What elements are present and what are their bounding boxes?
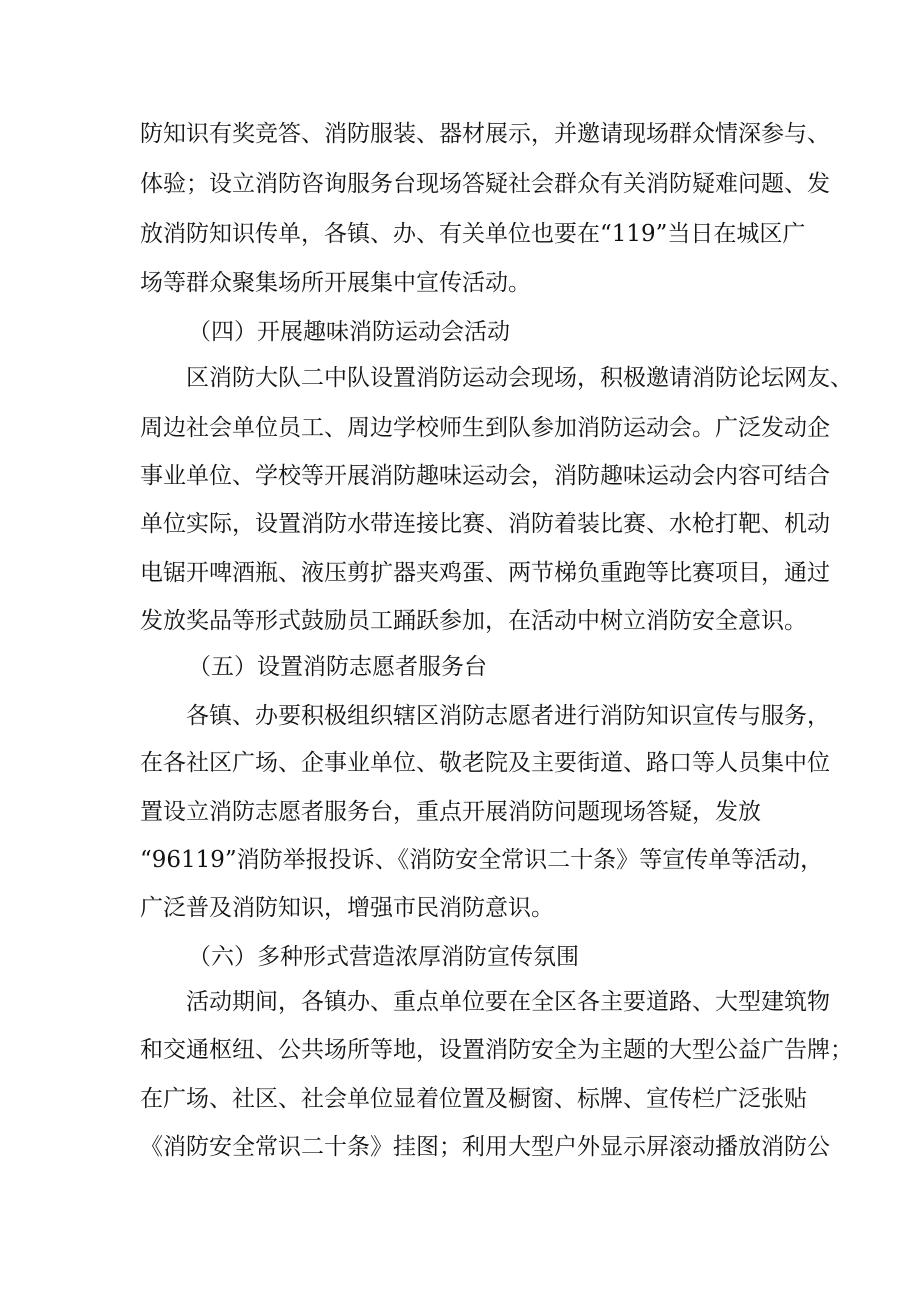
body-text-line: 在广场、社区、社会单位显着位置及橱窗、标牌、宣传栏广泛张贴 [140, 1086, 807, 1112]
body-text-line: 《消防安全常识二十条》挂图；利用大型户外显示屏滚动播放消防公 [140, 1134, 830, 1160]
body-text-line: 区消防大队二中队设置消防运动会现场，积极邀请消防论坛网友、 [186, 365, 853, 391]
body-text-line: 置设立消防志愿者服务台，重点开展消防问题现场答疑，发放 [140, 799, 761, 825]
body-text-line: 周边社会单位员工、周边学校师生到队参加消防运动会。广泛发动企 [140, 415, 830, 441]
body-text-line: 事业单位、学校等开展消防趣味运动会，消防趣味运动会内容可结合 [140, 463, 830, 489]
body-text-line: 发放奖品等形式鼓励员工踊跃参加，在活动中树立消防安全意识。 [140, 608, 807, 634]
section-heading-5: （五）设置消防志愿者服务台 [188, 654, 487, 680]
body-text-line: 场等群众聚集场所开展集中宣传活动。 [140, 270, 531, 296]
body-text-line: 和交通枢纽、公共场所等地，设置消防安全为主题的大型公益广告牌； [140, 1037, 853, 1063]
body-text-line: 放消防知识传单，各镇、办、有关单位也要在“119”当日在城区广 [140, 221, 806, 247]
body-text-line: “96119”消防举报投诉、《消防安全常识二十条》等宣传单等活动， [140, 847, 824, 873]
body-text-line: 活动期间，各镇办、重点单位要在全区各主要道路、大型建筑物 [186, 989, 830, 1015]
section-heading-4: （四）开展趣味消防运动会活动 [188, 319, 510, 345]
section-heading-6: （六）多种形式营造浓厚消防宣传氛围 [188, 944, 579, 970]
body-text-line: 防知识有奖竞答、消防服装、器材展示，并邀请现场群众情深参与、 [140, 121, 830, 147]
body-text-line: 电锯开啤酒瓶、液压剪扩器夹鸡蛋、两节梯负重跑等比赛项目，通过 [140, 560, 830, 586]
body-text-line: 单位实际，设置消防水带连接比赛、消防着装比赛、水枪打靶、机动 [140, 511, 830, 537]
body-text-line: 在各社区广场、企事业单位、敬老院及主要街道、路口等人员集中位 [140, 750, 830, 776]
body-text-line: 体验；设立消防咨询服务台现场答疑社会群众有关消防疑难问题、发 [140, 171, 830, 197]
body-text-line: 各镇、办要积极组织辖区消防志愿者进行消防知识宣传与服务， [186, 703, 830, 729]
body-text-line: 广泛普及消防知识，增强市民消防意识。 [140, 895, 554, 921]
